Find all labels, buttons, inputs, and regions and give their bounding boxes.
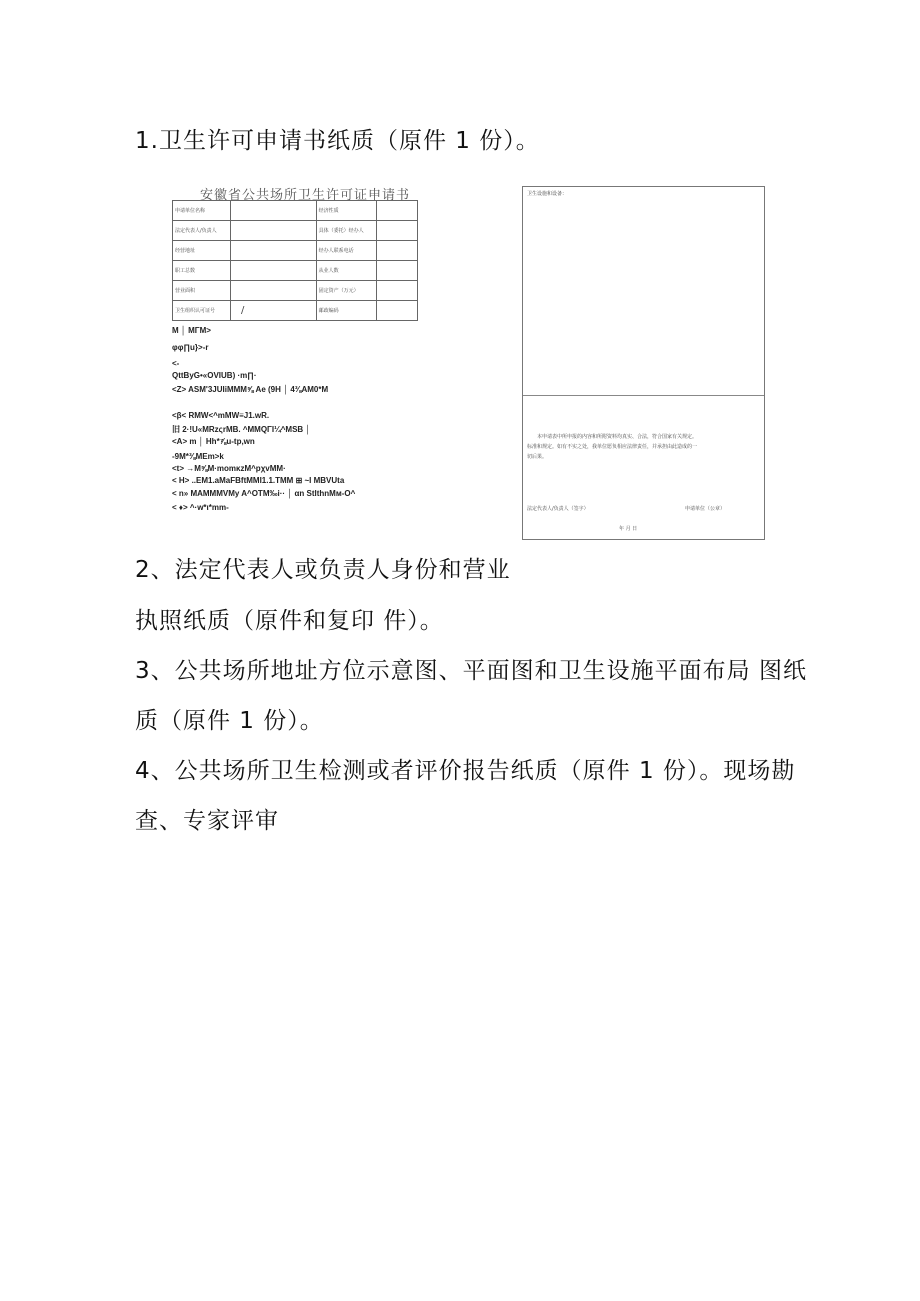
item-2-line-1: 2、法定代表人或负责人身份和营业	[135, 557, 511, 583]
form-row	[173, 241, 418, 261]
item-1: 1.卫生许可申请书纸质（原件 1 份）。	[135, 128, 540, 154]
declaration-line: 标准和规定。如有不实之处，我单位愿负相应法律责任，并承担由此造成的一	[527, 444, 698, 450]
signature-label: 法定代表人/负责人（签字）	[527, 506, 589, 512]
declaration-line: 切后果。	[527, 454, 548, 460]
form-cell	[231, 281, 317, 301]
form-cell	[376, 301, 417, 321]
form-cell	[376, 221, 417, 241]
form-cell: 具体（委托）经办人	[316, 221, 376, 241]
form-row	[173, 301, 418, 321]
form-cell	[376, 261, 417, 281]
garbled-line: < n» MAMMMVMy A^OTM‰i·· │ αn StlthnMм-O^	[172, 489, 356, 498]
form-title: 安徽省公共场所卫生许可证申请书	[200, 188, 411, 203]
garbled-line: <-	[172, 359, 180, 368]
form-cell: 申请单位名称	[173, 201, 231, 221]
item-3-line-2: 质（原件 1 份）。	[135, 708, 324, 734]
garbled-line: <Z> ASM'3JUIiMMM⅝ Ae (9H │ 4⅜AM0*M	[172, 385, 329, 394]
item-4-line-2: 查、专家评审	[135, 808, 279, 834]
form-row	[173, 221, 418, 241]
form-cell	[376, 241, 417, 261]
form-table	[172, 200, 418, 321]
garbled-line: < H> ..EM1.aMaFBftMMI1.1.TMM ⊞ ~I MBVUta	[172, 476, 345, 485]
garbled-line: <t> →M⅝M·momκzM^pχvMM·	[172, 464, 286, 473]
form-cell	[376, 201, 417, 221]
item-3-line-1: 3、公共场所地址方位示意图、平面图和卫生设施平面布局 图纸	[135, 658, 807, 684]
form-cell	[231, 261, 317, 281]
form-cell: /	[231, 301, 317, 321]
form-cell: 经营地址	[173, 241, 231, 261]
garbled-line: <A> m │ Hh*⅞u-tp,wn	[172, 437, 255, 446]
form-cell	[231, 221, 317, 241]
form-cell: 固定资产（万元）	[316, 281, 376, 301]
divider	[523, 395, 764, 396]
form-row	[173, 261, 418, 281]
application-form-image-left	[172, 184, 420, 514]
item-2-line-2: 执照纸质（原件和复印 件）。	[135, 608, 444, 634]
form-cell	[376, 281, 417, 301]
declaration-line: 本申请表中所申报的内容和所附资料均真实、合法，符合国家有关规定。	[537, 434, 698, 440]
date-label: 年 月 日	[619, 526, 638, 532]
garbled-line: 旧 2·!U«MRzςrMB. ^MMQΓI¼^MSB │	[172, 425, 311, 434]
form-cell: 法定代表人/负责人	[173, 221, 231, 241]
form-cell	[231, 241, 317, 261]
form-row	[173, 201, 418, 221]
garbled-line: M │ MΓM>	[172, 326, 211, 335]
form-cell: 职工总数	[173, 261, 231, 281]
form-cell	[231, 201, 317, 221]
application-form-image-right	[522, 186, 765, 540]
form-cell: 邮政编码	[316, 301, 376, 321]
form-row	[173, 281, 418, 301]
garbled-line: <β< RMW<^mMW≡J1.wR.	[172, 411, 270, 420]
item-4-line-1: 4、公共场所卫生检测或者评价报告纸质（原件 1 份）。现场勘	[135, 758, 796, 784]
form-cell: 从业人数	[316, 261, 376, 281]
facilities-header: 卫生设施和设备：	[527, 191, 568, 197]
garbled-line: QttByG•«OVIUB) ·m∏·	[172, 371, 257, 380]
seal-label: 申请单位（公章）	[685, 506, 726, 512]
form-cell: 营业面积	[173, 281, 231, 301]
garbled-line: < ♦> ^·w*ι*mm-	[172, 503, 229, 512]
garbled-line: -9M*⅜MEm>k	[172, 452, 224, 461]
form-cell: 经办人联系电话	[316, 241, 376, 261]
form-cell: 卫生组织认可证号	[173, 301, 231, 321]
garbled-line: φφ∏u}>-r	[172, 343, 209, 352]
form-cell: 经济性质	[316, 201, 376, 221]
